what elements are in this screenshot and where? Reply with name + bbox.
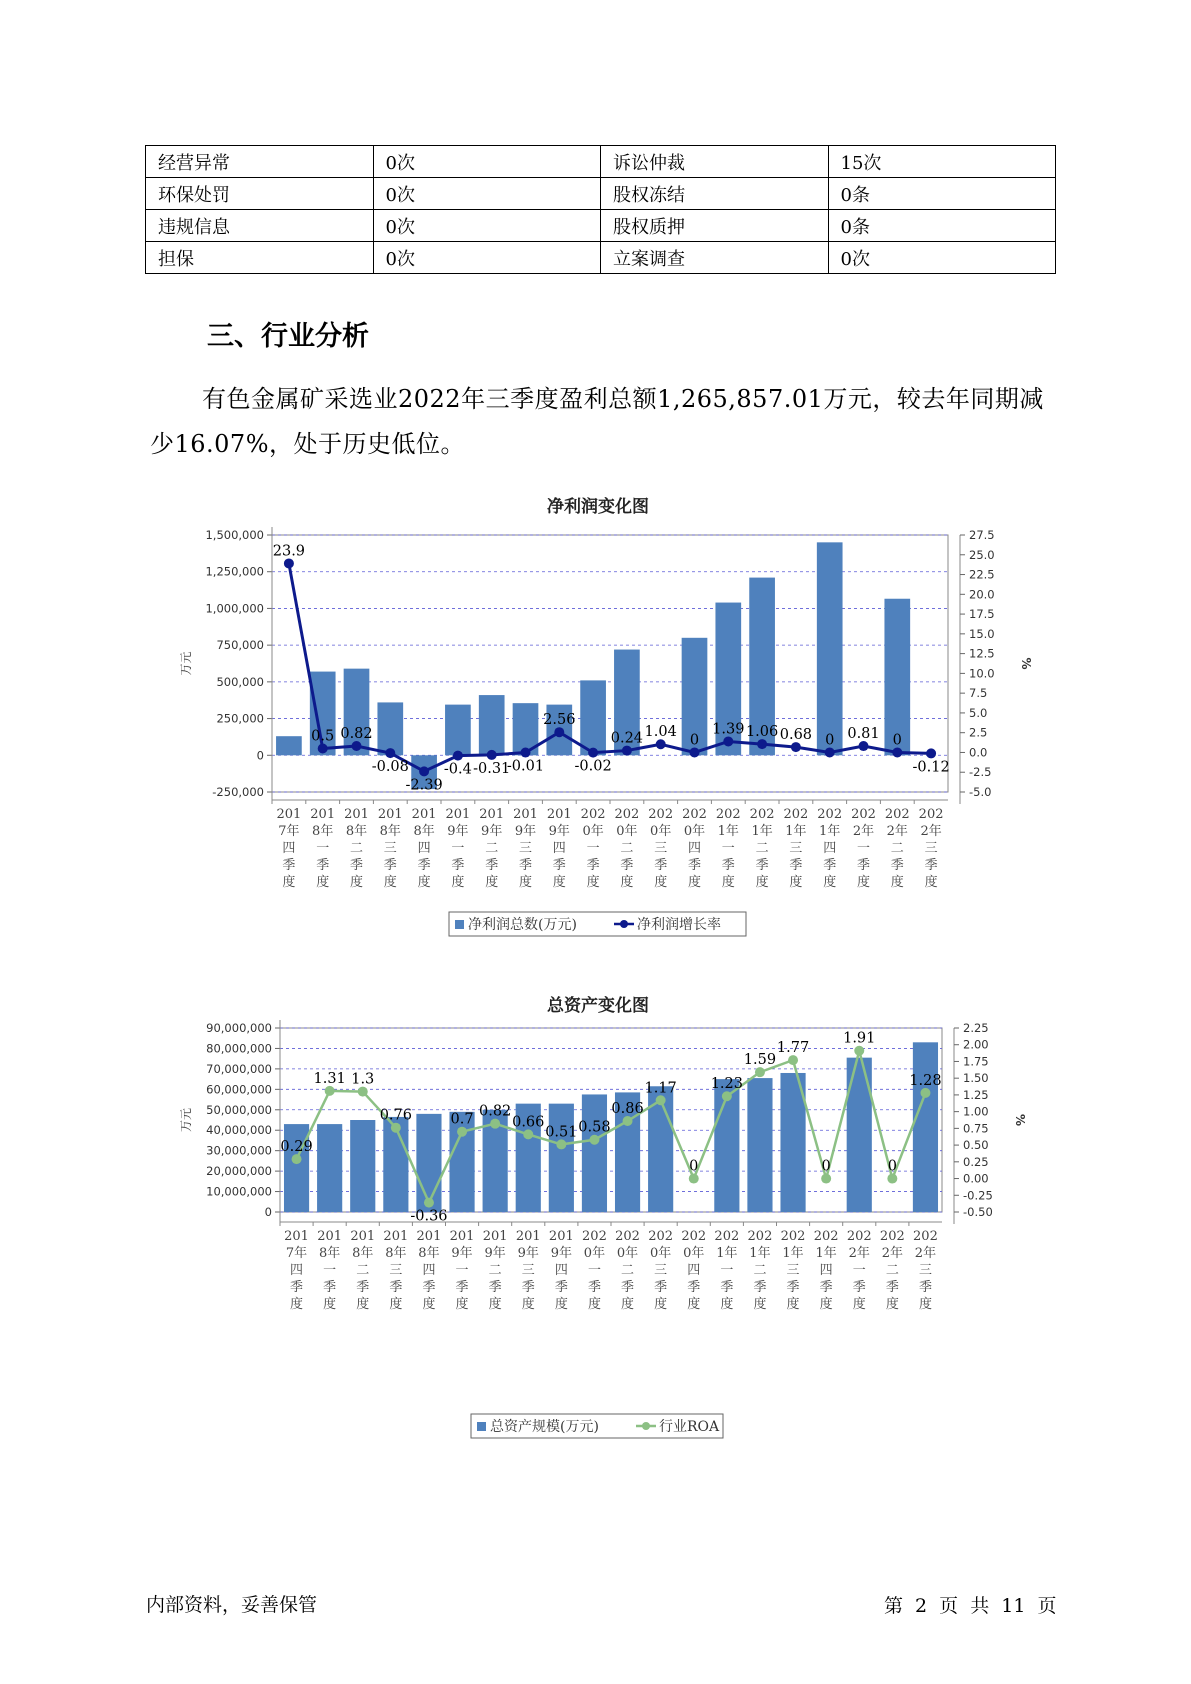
bar <box>317 1124 342 1212</box>
line-point <box>791 742 801 752</box>
data-label: -0.01 <box>506 758 545 775</box>
legend-bar-swatch <box>477 1422 486 1431</box>
data-label: 0.66 <box>512 1114 545 1131</box>
y-right-tick-label: 20.0 <box>969 587 995 602</box>
legend-line-dot <box>620 920 628 928</box>
line-point <box>757 739 767 749</box>
y-left-tick-label: 50,000,000 <box>206 1102 272 1117</box>
y-left-tick-label: 70,000,000 <box>206 1061 272 1076</box>
line-point <box>385 748 395 758</box>
line-point <box>325 1086 335 1096</box>
data-label: 0.86 <box>611 1101 644 1118</box>
x-tick-label: 202 2年三季度 <box>913 1229 938 1312</box>
bar <box>479 695 505 755</box>
data-label: 0.24 <box>610 730 644 747</box>
risk-value-cell: 0次 <box>373 210 601 242</box>
data-label: -0.02 <box>574 758 612 775</box>
x-tick-label: 202 1年四季度 <box>817 807 843 890</box>
legend-bar-swatch <box>455 920 464 929</box>
x-tick-label: 201 8年一季度 <box>310 807 336 890</box>
x-tick-label: 201 9年四季度 <box>546 807 572 890</box>
bar <box>445 705 471 756</box>
data-label: -0.12 <box>912 759 950 776</box>
line-point <box>859 741 869 751</box>
risk-info-table <box>145 145 1056 274</box>
y-left-tick-label: 10,000,000 <box>206 1184 272 1199</box>
y-right-axis-title: % <box>1013 1113 1027 1127</box>
y-left-tick-label: 40,000,000 <box>206 1123 272 1138</box>
line-point <box>722 1091 732 1101</box>
legend-line-dot <box>642 1422 650 1430</box>
data-label: 0.82 <box>479 1103 512 1120</box>
y-right-tick-label: 22.5 <box>969 567 995 582</box>
x-tick-label: 202 0年二季度 <box>615 1229 640 1312</box>
y-right-tick-label: 5.0 <box>969 705 988 720</box>
data-label: 0 <box>825 732 835 749</box>
y-right-tick-label: 1.50 <box>963 1071 989 1086</box>
data-label: -0.36 <box>410 1208 448 1225</box>
y-right-tick-label: 25.0 <box>969 547 995 562</box>
legend-line-label: 净利润增长率 <box>637 917 721 933</box>
y-left-axis-title: 万元 <box>179 651 193 676</box>
bar <box>580 680 606 755</box>
data-label: 0 <box>821 1158 831 1175</box>
y-left-tick-label: 90,000,000 <box>206 1021 272 1035</box>
y-right-tick-label: 0.0 <box>969 745 988 760</box>
y-right-tick-label: 0.00 <box>963 1171 989 1186</box>
x-tick-label: 201 8年四季度 <box>411 807 437 890</box>
y-right-tick-label: 0.25 <box>963 1154 989 1169</box>
y-right-tick-label: -5.0 <box>969 785 992 799</box>
data-label: 1.3 <box>351 1071 375 1088</box>
line-point <box>656 1095 666 1105</box>
line-point <box>391 1123 401 1133</box>
risk-value-cell: 0次 <box>373 178 601 210</box>
y-right-tick-label: 2.5 <box>969 725 988 740</box>
x-tick-label: 202 0年三季度 <box>648 1229 674 1312</box>
y-right-tick-label: 1.75 <box>963 1054 989 1069</box>
data-label: 0 <box>689 732 700 749</box>
y-right-tick-label: -2.5 <box>969 765 992 780</box>
bar <box>276 736 302 755</box>
y-right-tick-label: 1.00 <box>963 1104 989 1119</box>
data-label: 1.17 <box>644 1080 677 1097</box>
plot-frame <box>272 535 948 792</box>
x-tick-label: 201 8年二季度 <box>350 1229 376 1312</box>
data-label: 1.31 <box>313 1070 346 1087</box>
y-left-tick-label: 1,500,000 <box>205 528 264 542</box>
table-row <box>146 242 1056 274</box>
line-point <box>623 1116 633 1126</box>
data-label: 0.51 <box>545 1124 578 1141</box>
y-left-axis-title: 万元 <box>179 1107 193 1133</box>
data-label: 0 <box>689 1158 699 1175</box>
line-point <box>419 766 429 776</box>
x-tick-label: 202 1年四季度 <box>813 1229 839 1312</box>
y-right-tick-label: 0.50 <box>963 1138 989 1153</box>
risk-label-cell: 诉讼仲裁 <box>601 146 829 178</box>
x-tick-label: 202 1年一季度 <box>714 1229 740 1312</box>
bar <box>377 702 403 755</box>
line-point <box>892 747 902 757</box>
y-right-tick-label: 15.0 <box>969 626 995 641</box>
y-left-tick-label: -250,000 <box>212 785 264 799</box>
y-right-axis-title: % <box>1019 657 1033 670</box>
table-row <box>146 146 1056 178</box>
x-tick-label: 202 2年二季度 <box>884 807 910 890</box>
x-tick-label: 202 1年一季度 <box>715 807 741 890</box>
chart-title: 净利润变化图 <box>547 497 649 517</box>
x-tick-label: 202 2年一季度 <box>846 1229 872 1312</box>
data-label: 0.7 <box>450 1111 474 1128</box>
line-point <box>521 748 531 758</box>
data-label: 1.23 <box>710 1076 743 1093</box>
data-label: 0.76 <box>379 1107 412 1124</box>
section-title: 三、行业分析 <box>207 321 369 352</box>
bar <box>284 1124 309 1212</box>
y-right-tick-label: 2.00 <box>963 1037 989 1052</box>
x-tick-label: 201 7年四季度 <box>276 807 302 890</box>
line-point <box>622 746 632 756</box>
x-tick-label: 202 1年二季度 <box>747 1229 773 1312</box>
x-tick-label: 202 0年一季度 <box>582 1229 607 1312</box>
y-right-tick-label: 1.25 <box>963 1087 989 1102</box>
y-left-tick-label: 20,000,000 <box>206 1164 272 1179</box>
x-tick-label: 201 7年四季度 <box>284 1229 309 1312</box>
line-point <box>690 747 700 757</box>
data-label: 0 <box>887 1158 897 1175</box>
risk-value-cell: 15次 <box>828 146 1056 178</box>
data-label: 1.28 <box>909 1072 942 1089</box>
chart-title: 总资产变化图 <box>547 996 649 1016</box>
y-right-tick-label: 17.5 <box>969 607 995 622</box>
legend-bar-label: 净利润总数(万元) <box>468 917 577 933</box>
data-label: 0.5 <box>311 728 335 745</box>
table-row <box>146 210 1056 242</box>
x-tick-label: 201 9年三季度 <box>513 807 538 890</box>
y-right-tick-label: 12.5 <box>969 646 995 661</box>
data-label: 1.04 <box>644 724 677 741</box>
y-right-tick-label: 27.5 <box>969 528 995 542</box>
risk-value-cell: 0条 <box>828 178 1056 210</box>
line-point <box>457 1127 467 1137</box>
x-tick-label: 201 8年二季度 <box>344 807 369 890</box>
risk-value-cell: 0次 <box>373 242 601 274</box>
line-point <box>821 1174 831 1184</box>
data-label: 1.39 <box>712 721 745 738</box>
bar <box>350 1120 375 1212</box>
y-right-tick-label: -0.50 <box>963 1205 993 1219</box>
analysis-paragraph: 有色金属矿采选业2022年三季度盈利总额1,265,857.01万元，较去年同期减少16.07%，处于历史低位。 <box>150 385 1044 458</box>
line-point <box>920 1088 930 1098</box>
line-point <box>556 1139 566 1149</box>
y-right-tick-label: 10.0 <box>969 666 995 681</box>
y-left-tick-label: 0 <box>256 748 264 763</box>
x-tick-label: 201 9年一季度 <box>445 807 471 890</box>
y-right-tick-label: 0.75 <box>963 1121 989 1136</box>
risk-label-cell: 股权冻结 <box>601 178 829 210</box>
line-point <box>318 744 328 754</box>
x-tick-label: 201 9年二季度 <box>479 807 505 890</box>
legend-bar-label: 总资产规模(万元) <box>490 1419 599 1435</box>
data-label: 0.81 <box>847 726 880 743</box>
x-tick-label: 202 0年四季度 <box>682 807 707 890</box>
data-label: 1.59 <box>743 1052 777 1069</box>
footer-confidential: 内部资料，妥善保管 <box>146 1594 318 1616</box>
line-point <box>788 1055 798 1065</box>
line-point <box>887 1174 897 1184</box>
line-point <box>358 1087 368 1097</box>
footer-page-number: 第 2 页 共 11 页 <box>884 1595 1057 1617</box>
x-tick-label: 202 1年三季度 <box>783 807 809 890</box>
risk-value-cell: 0条 <box>828 210 1056 242</box>
y-left-tick-label: 1,000,000 <box>205 601 264 616</box>
legend-line-label: 行业ROA <box>659 1419 720 1435</box>
x-tick-label: 202 0年二季度 <box>614 807 640 890</box>
x-tick-label: 202 1年三季度 <box>780 1229 806 1312</box>
y-left-tick-label: 250,000 <box>216 711 264 726</box>
line-point <box>453 751 463 761</box>
x-tick-label: 201 9年一季度 <box>449 1229 475 1312</box>
y-right-tick-label: 2.25 <box>963 1021 989 1035</box>
y-right-tick-label: 7.5 <box>969 686 988 701</box>
line-point <box>487 750 497 760</box>
net-profit-chart <box>0 490 1191 950</box>
y-left-tick-label: 500,000 <box>216 674 264 689</box>
x-tick-label: 201 8年四季度 <box>416 1229 442 1312</box>
y-right-tick-label: -0.25 <box>963 1188 993 1203</box>
data-label: 1.06 <box>745 724 779 741</box>
data-label: 1.77 <box>776 1040 810 1057</box>
risk-label-cell: 违规信息 <box>146 210 374 242</box>
bar <box>582 1094 607 1212</box>
table-row <box>146 178 1056 210</box>
line-point <box>523 1129 533 1139</box>
x-tick-label: 202 2年一季度 <box>851 807 876 890</box>
data-label: 0 <box>892 732 902 749</box>
bar <box>913 1042 938 1212</box>
x-tick-label: 202 0年四季度 <box>681 1229 707 1312</box>
risk-label-cell: 经营异常 <box>146 146 374 178</box>
x-tick-label: 202 0年一季度 <box>580 807 606 890</box>
x-tick-label: 201 8年一季度 <box>317 1229 343 1312</box>
risk-label-cell: 立案调查 <box>601 242 829 274</box>
line-point <box>689 1174 699 1184</box>
data-label: -0.31 <box>473 760 511 777</box>
y-left-tick-label: 750,000 <box>216 638 264 653</box>
data-label: 0.29 <box>280 1139 313 1156</box>
x-tick-label: 202 1年二季度 <box>749 807 775 890</box>
x-tick-label: 202 0年三季度 <box>648 807 674 890</box>
bar <box>549 1104 574 1212</box>
y-left-tick-label: 80,000,000 <box>206 1041 272 1056</box>
line-point <box>284 558 294 568</box>
line-point <box>352 741 362 751</box>
x-tick-label: 201 8年三季度 <box>377 807 403 890</box>
y-left-tick-label: 1,250,000 <box>205 564 264 579</box>
line-point <box>854 1046 864 1056</box>
x-tick-label: 201 8年三季度 <box>383 1229 409 1312</box>
data-label: 0.82 <box>340 725 373 742</box>
line-point <box>292 1154 302 1164</box>
risk-label-cell: 环保处罚 <box>146 178 374 210</box>
data-label: 0.68 <box>779 727 813 744</box>
x-tick-label: 202 2年三季度 <box>918 807 944 890</box>
bar <box>416 1114 441 1212</box>
bar <box>817 542 843 755</box>
data-label: -2.39 <box>405 777 443 794</box>
x-tick-label: 201 9年三季度 <box>515 1229 541 1312</box>
line-point <box>554 727 564 737</box>
line-point <box>656 739 666 749</box>
data-label: -0.08 <box>371 759 409 776</box>
data-label: 2.56 <box>543 712 576 729</box>
line-point <box>723 736 733 746</box>
data-label: 0.58 <box>578 1119 611 1136</box>
bar <box>747 1078 772 1212</box>
risk-label-cell: 股权质押 <box>601 210 829 242</box>
line-point <box>588 748 598 758</box>
x-tick-label: 202 2年二季度 <box>879 1229 905 1312</box>
line-point <box>589 1135 599 1145</box>
risk-value-cell: 0次 <box>828 242 1056 274</box>
data-label: 23.9 <box>272 543 306 560</box>
total-assets-chart <box>0 990 1191 1450</box>
data-label: -0.4 <box>443 761 472 778</box>
risk-label-cell: 担保 <box>146 242 374 274</box>
y-left-tick-label: 30,000,000 <box>206 1143 272 1158</box>
line-point <box>490 1119 500 1129</box>
x-tick-label: 201 9年二季度 <box>482 1229 508 1312</box>
line-point <box>755 1067 765 1077</box>
x-tick-label: 201 9年四季度 <box>548 1229 574 1312</box>
y-left-tick-label: 60,000,000 <box>206 1082 272 1097</box>
line-point <box>825 747 835 757</box>
line-point <box>926 748 936 758</box>
risk-value-cell: 0次 <box>373 146 601 178</box>
y-left-tick-label: 0 <box>264 1205 272 1219</box>
line-point <box>424 1198 434 1208</box>
data-label: 1.91 <box>843 1030 876 1047</box>
